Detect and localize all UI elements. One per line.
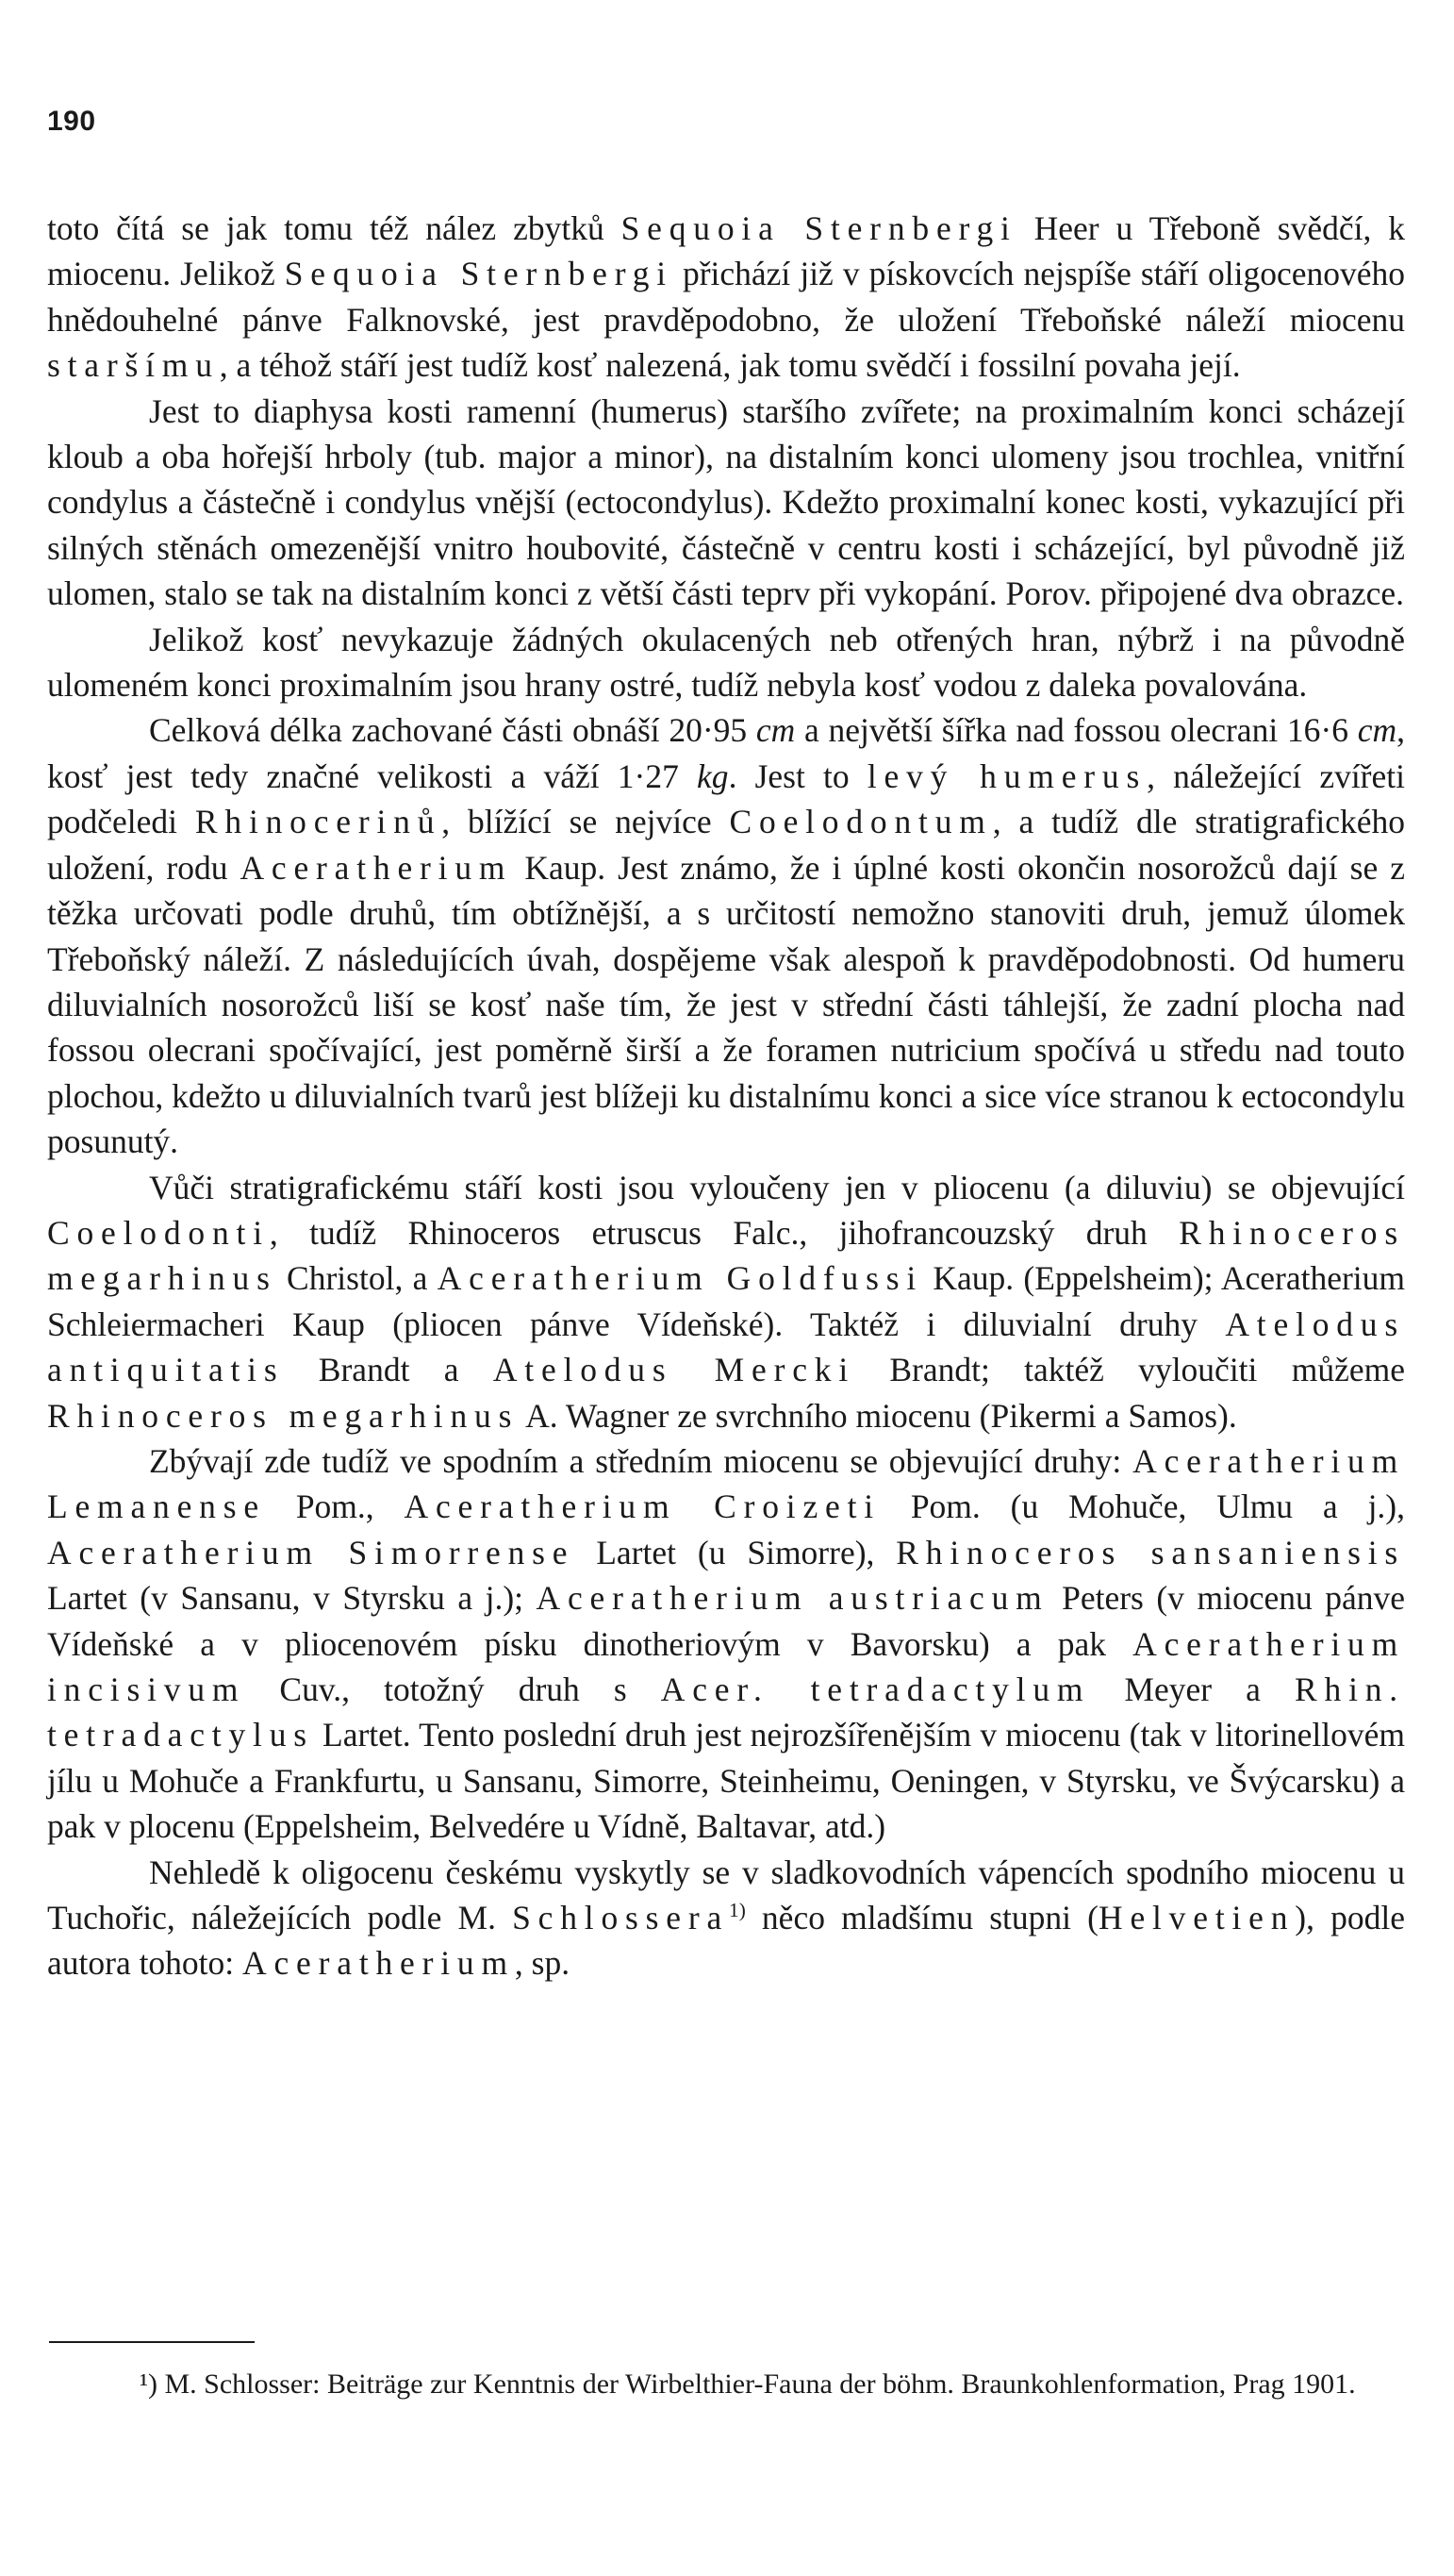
- paragraph: Jest to diaphysa kosti ramenní (humerus) staršího zvířete; na proximalním konci scházejí kloub a oba hořejší hrboly (tub. major a minor), na distalním konci ulomeny jsou trochlea, vnitřní condylus a částečně i condylus vnější (ectocondylus). Kdežto proximalní konec kosti, vykazující při silných stěnách omezenější vnitro houbovité, částečně v centru kosti i scházející, byl původně již ulomen, stalo se tak na distalním konci z větší části teprv při vykopání. Porov. připojené dva obrazce.: [47, 391, 1405, 613]
- spaced-term: Aceratherium: [242, 1944, 515, 1983]
- paragraph: Vůči stratigrafickému stáří kosti jsou vyloučeny jen v pliocenu (a diluviu) se objevující Coelodonti, tudíž Rhinoceros etruscus Falc., jihofrancouzský druh Rhinoceros megarhinus Christol, a Aceratherium Goldfussi Kaup. (Eppelsheim); Aceratherium Schleiermacheri Kaup (pliocen pánve Vídeňské). Taktéž i diluvialní druhy Atelodus antiquitatis Brandt a Atelodus Mercki Brandt; taktéž vyloučiti můžeme Rhinoceros megarhinus A. Wagner ze svrchního miocenu (Pikermi a Samos).: [47, 1168, 1405, 1435]
- spaced-term: levý humerus: [867, 756, 1148, 795]
- spaced-term: Sequoia Sternbergi: [620, 209, 1017, 247]
- spaced-term: Aceratherium: [240, 848, 513, 887]
- spaced-term: Aceratherium Lemanense: [47, 1441, 1405, 1526]
- spaced-term: Atelodus Mercki: [492, 1351, 855, 1389]
- spaced-term: Rhin. tetradactylus: [47, 1670, 1405, 1754]
- page-number: 190: [47, 106, 96, 137]
- spaced-term: Coelodontum: [729, 803, 993, 841]
- spaced-term: Rhinoceros megarhinus: [47, 1213, 1405, 1298]
- spaced-term: Rhinoceros sansaniensis: [896, 1533, 1406, 1571]
- footnote-divider: [49, 2341, 255, 2343]
- spaced-term: staršímu: [47, 346, 220, 385]
- paragraph: toto čítá se jak tomu též nález zbytků Sequoia Sternbergi Heer u Třeboně svědčí, k miocenu. Jelikož Sequoia Sternbergi přichází již v pískovcích nejspíše stáří oligocenového hnědouhelné pánve Falknovské, jest pravděpodobno, že uložení Třeboňské náleží miocenu staršímu, a téhož stáří jest tudíž kosť nalezená, jak tomu svědčí i fossilní povaha její.: [47, 209, 1406, 385]
- spaced-term: Rhinocerinů: [194, 803, 442, 841]
- footnote: ¹) M. Schlosser: Beiträge zur Kenntnis der Wirbelthier-Fauna der böhm. Braunkohlenformation, Prag 1901.: [140, 2368, 1356, 2400]
- body-text: [47, 206, 1405, 1986]
- unit-text: cm: [755, 711, 796, 750]
- spaced-term: Aceratherium incisivum: [47, 1624, 1405, 1708]
- spaced-term: Sequoia Sternbergi: [284, 255, 673, 293]
- spaced-term: Acer. tetradactylum: [660, 1670, 1091, 1708]
- spaced-term: Atelodus antiquitatis: [47, 1305, 1405, 1389]
- footnote-marker: 1): [729, 1899, 746, 1922]
- paragraph: Zbývají zde tudíž ve spodním a středním miocenu se objevující druhy: Aceratherium Lemanense Pom., Aceratherium Croizeti Pom. (u Mohuče, Ulmu a j.), Aceratherium Simorrense Lartet (u Simorre), Rhinoceros sansaniensis Lartet (v Sansanu, v Styrsku a j.); Aceratherium austriacum Peters (v miocenu pánve Vídeňské a v pliocenovém písku dinotheriovým v Bavorsku) a pak Aceratherium incisivum Cuv., totožný druh s Acer. tetradactylum Meyer a Rhin. tetradactylus Lartet. Tento poslední druh jest nejrozšířenějším v miocenu (tak v litorinellovém jílu u Mohuče a Frankfurtu, u Sansanu, Simorre, Steinheimu, Oeningen, v Styrsku, ve Švýcarsku) a pak v plocenu (Eppelsheim, Belvedére u Vídně, Baltavar, atd.): [47, 1441, 1406, 1846]
- paragraph: Nehledě k oligocenu českému vyskytly se v sladkovodních vápencích spodního miocenu u Tuchořic, náležejících podle M. Schlossera$^{1)}$ něco mladšímu stupni (Helvetien), podle autora tohoto: Aceratherium, sp.: [47, 1853, 1405, 1983]
- spaced-term: Aceratherium Simorrense: [47, 1533, 575, 1571]
- spaced-term: Aceratherium austriacum: [536, 1579, 1049, 1618]
- spaced-term: Aceratherium Goldfussi: [437, 1259, 924, 1298]
- spaced-term: Helvetien: [1099, 1899, 1296, 1937]
- spaced-term: Aceratherium Croizeti: [404, 1487, 881, 1526]
- spaced-term: Coelodonti: [47, 1213, 270, 1252]
- unit-text: kg: [697, 756, 729, 795]
- spaced-term: Schlossera: [512, 1899, 730, 1937]
- paragraph: Celková délka zachované části obnáší 20·95 cm a největší šířka nad fossou olecrani 16·6 cm, kosť jest tedy značné velikosti a váží 1·27 kg. Jest to levý humerus, náležející zvířeti podčeledi Rhinocerinů, blížící se nejvíce Coelodontum, a tudíž dle stratigrafického uložení, rodu Aceratherium Kaup. Jest známo, že i úplné kosti okončin nosorožců dají se z těžka určovati podle druhů, tím obtížnější, a s určitostí nemožno stanoviti druh, jemuž úlomek Třeboňský náleží. Z následujících úvah, dospějeme však alespoň k pravděpodobnosti. Od humeru diluvialních nosorožců liší se kosť naše tím, že jest v střední části táhlejší, že zadní plocha nad fossou olecrani spočívající, jest poměrně širší a že foramen nutricium spočívá u středu nad touto plochou, kdežto u diluvialních tvarů jest blížeji ku distalnímu konci a sice více stranou k ectocondylu posunutý.: [47, 711, 1406, 1161]
- unit-text: cm: [1357, 711, 1397, 750]
- paragraph: Jelikož kosť nevykazuje žádných okulacených neb otřených hran, nýbrž i na původně ulomeném konci proximalním jsou hrany ostré, tudíž nebyla kosť vodou z daleka povalována.: [47, 620, 1405, 705]
- spaced-term: Rhinoceros megarhinus: [47, 1396, 520, 1435]
